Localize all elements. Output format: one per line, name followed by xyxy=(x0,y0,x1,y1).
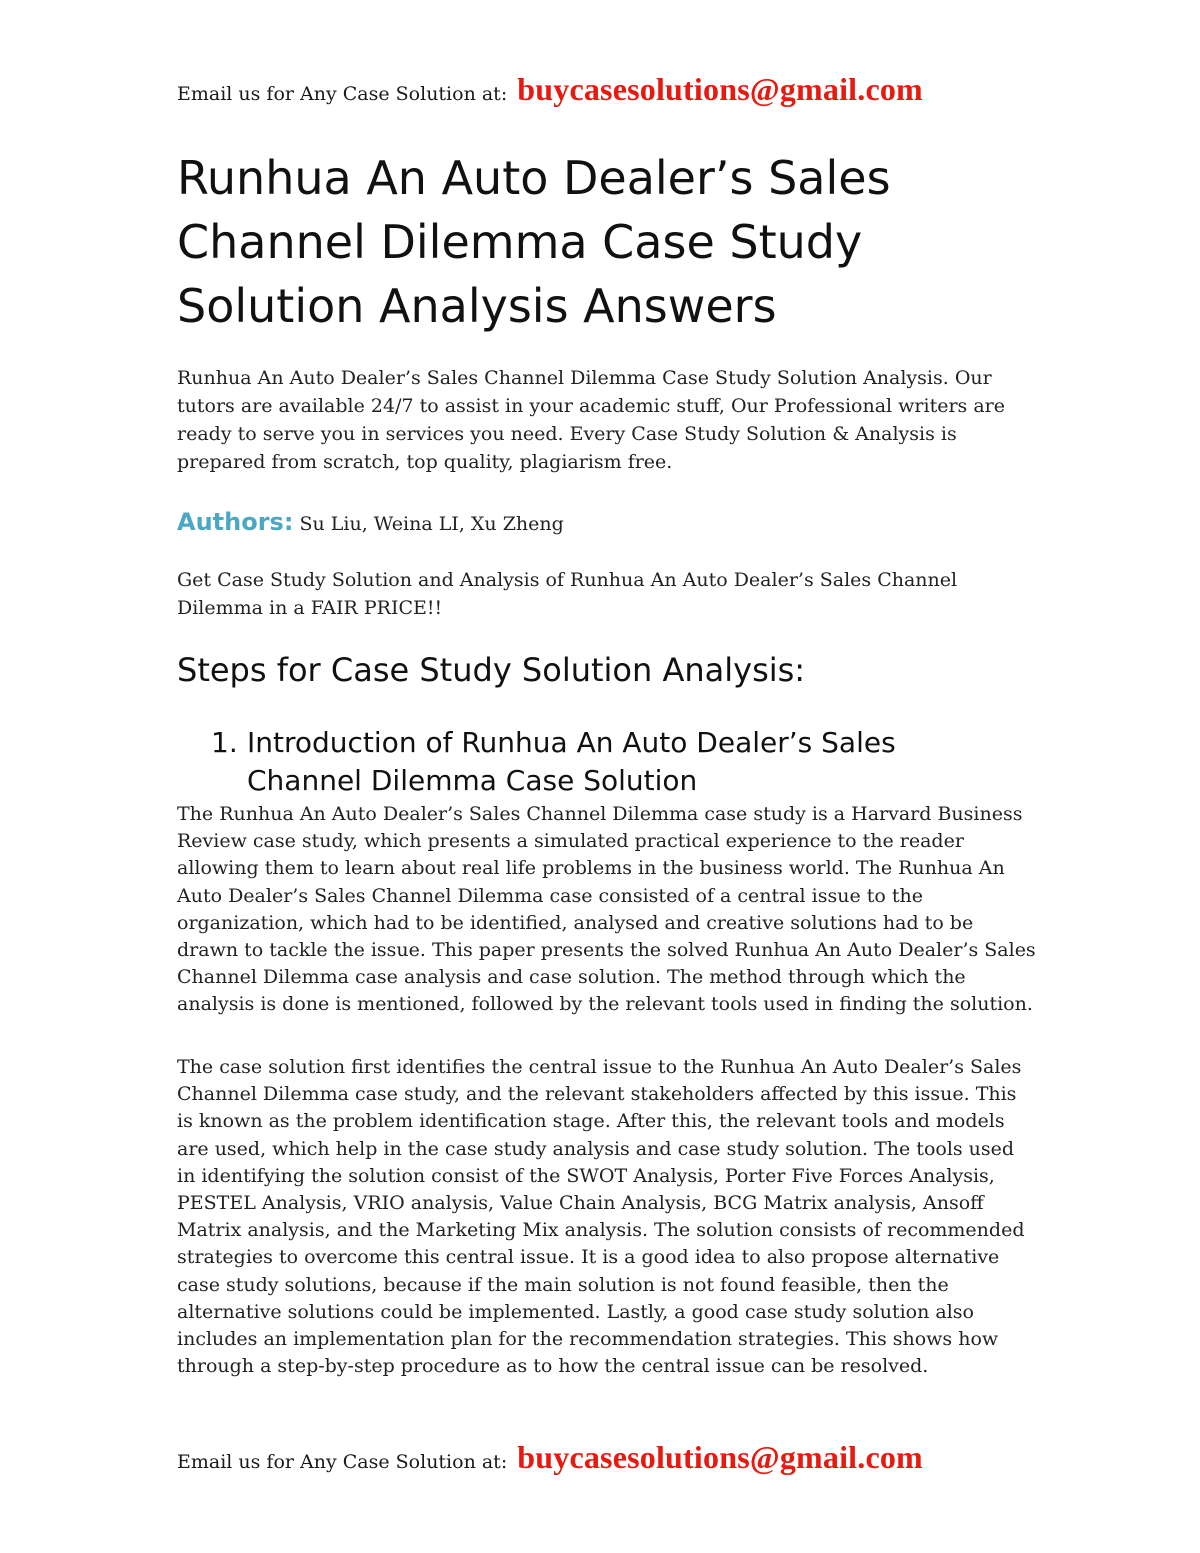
body-paragraph-1: The Runhua An Auto Dealer’s Sales Channel Dilemma case study is a Harvard Business Review case study, which presents a simulated practical experience to the reader allowing them to learn about real life problems in the business world. The Runhua An Auto Dealer’s Sales Channel Dilemma case consisted of a central issue to the organization, which had to be identified, analysed and creative solutions had to be drawn to tackle the issue. This paper presents the solved Runhua An Auto Dealer’s Sales Channel Dilemma case analysis and case solution. The method through which the analysis is done is mentioned, followed by the relevant tools used in finding the solution. xyxy=(177,803,1036,1016)
header-email-line xyxy=(177,71,923,109)
document-title: Runhua An Auto Dealer’s Sales Channel Dilemma Case Study Solution Analysis Answers xyxy=(177,151,891,333)
price-paragraph: Get Case Study Solution and Analysis of Runhua An Auto Dealer’s Sales Channel Dilemma in a FAIR PRICE!! xyxy=(177,569,958,619)
intro-paragraph: Runhua An Auto Dealer’s Sales Channel Dilemma Case Study Solution Analysis. Our tutors are available 24/7 to assist in your academic stuff, Our Professional writers are ready to serve you in services you need. Every Case Study Solution & Analysis is prepared from scratch, top quality, plagiarism free. xyxy=(177,367,1005,473)
authors-line xyxy=(177,505,564,541)
header-email-prefix: Email us for Any Case Solution at: xyxy=(177,83,508,105)
footer-email-address[interactable]: buycasesolutions@gmail.com xyxy=(517,1439,923,1475)
step-item-1 xyxy=(211,724,1011,797)
steps-heading: Steps for Case Study Solution Analysis: xyxy=(177,651,806,689)
footer-email-prefix: Email us for Any Case Solution at: xyxy=(177,1451,508,1473)
body-paragraph-2: The case solution first identifies the central issue to the Runhua An Auto Dealer’s Sales Channel Dilemma case study, and the relevant stakeholders affected by this issue. This is known as the problem identification stage. After this, the relevant tools and models are used, which help in the case study analysis and case study solution. The tools used in identifying the solution consist of the SWOT Analysis, Porter Five Forces Analysis, PESTEL Analysis, VRIO analysis, Value Chain Analysis, BCG Matrix analysis, Ansoff Matrix analysis, and the Marketing Mix analysis. The solution consists of recommended strategies to overcome this central issue. It is a good idea to also propose alternative case study solutions, because if the main solution is not found feasible, then the alternative solutions could be implemented. Lastly, a good case study solution also includes an implementation plan for the recommendation strategies. This shows how through a step-by-step procedure as to how the central issue can be resolved. xyxy=(177,1056,1025,1378)
step-title: Introduction of Runhua An Auto Dealer’s Sales Channel Dilemma Case Solution xyxy=(247,726,896,797)
header-email-address[interactable]: buycasesolutions@gmail.com xyxy=(517,71,923,107)
footer-email-line xyxy=(177,1439,923,1477)
authors-label: Authors: xyxy=(177,508,294,536)
authors-names: Su Liu, Weina LI, Xu Zheng xyxy=(299,513,564,535)
step-number: 1. xyxy=(211,726,238,759)
